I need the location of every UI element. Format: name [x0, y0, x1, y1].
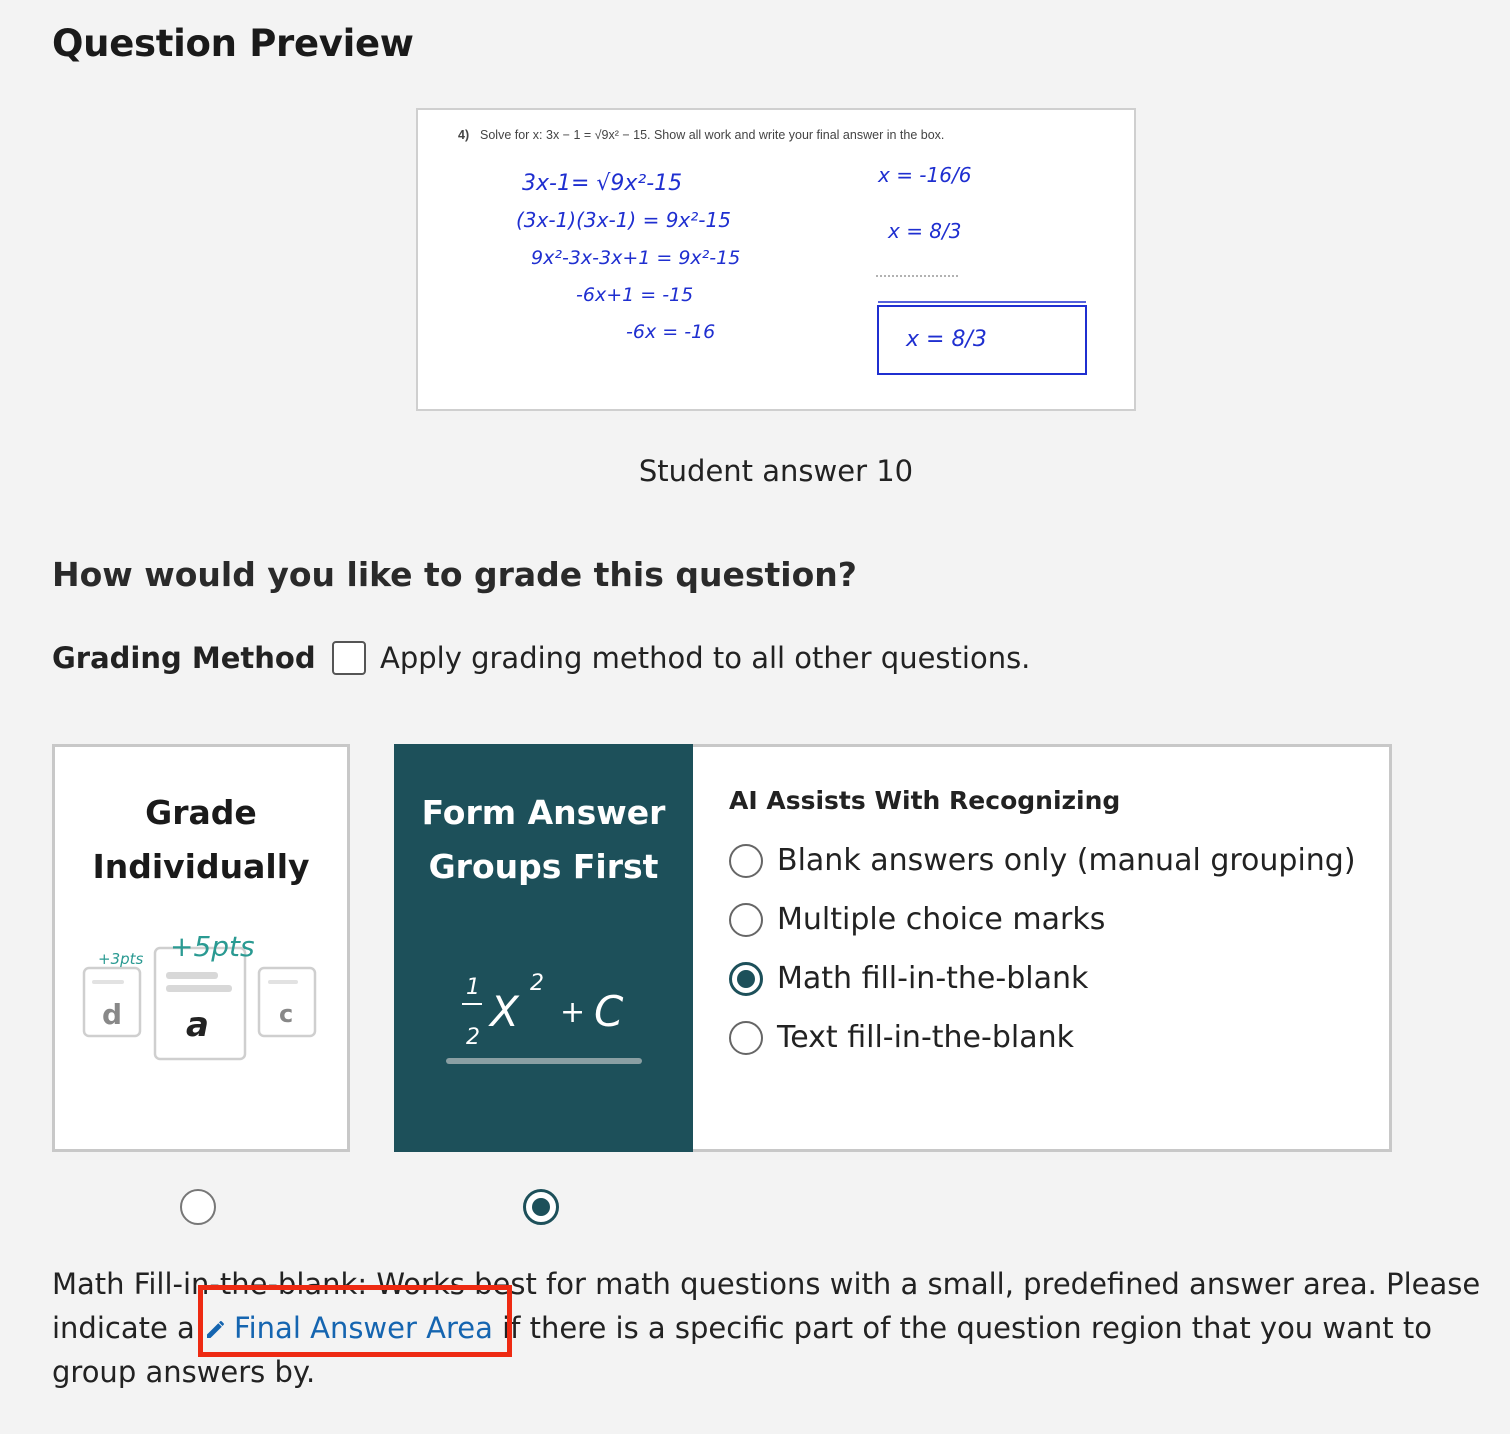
- radio-button[interactable]: [729, 1021, 763, 1055]
- small-points-label: +3pts: [98, 950, 144, 968]
- work-line: 3x-1= √9x²-15: [522, 171, 683, 196]
- page-title: Question Preview: [52, 22, 414, 65]
- ai-option-blank[interactable]: Blank answers only (manual grouping): [729, 843, 1356, 878]
- work-line: 9x²-3x-3x+1 = 9x²-15: [531, 247, 741, 269]
- big-points-label: +5pts: [170, 930, 255, 963]
- boxed-answer: x = 8/3: [906, 327, 987, 352]
- radio-button[interactable]: [729, 903, 763, 937]
- side-line: x = 8/3: [888, 219, 962, 243]
- work-line: (3x-1)(3x-1) = 9x²-15: [516, 208, 731, 232]
- student-answer-image[interactable]: [416, 108, 1136, 411]
- ai-option-text-fill-blank[interactable]: Text fill-in-the-blank: [729, 1020, 1074, 1055]
- grade-individually-illustration: [80, 922, 325, 1067]
- work-line: -6x+1 = -15: [576, 284, 694, 306]
- radio-button[interactable]: [729, 844, 763, 878]
- grading-method-label: Grading Method: [52, 641, 316, 675]
- letter-a: a: [186, 1005, 209, 1045]
- image-caption: Student answer 10: [638, 454, 914, 488]
- form-groups-title: Form Answer Groups First: [421, 793, 666, 886]
- letter-c: c: [279, 1000, 294, 1028]
- formula-exponent: 2: [530, 971, 544, 996]
- apply-all-label[interactable]: Apply grading method to all other questions.: [380, 641, 1031, 675]
- form-groups-radio[interactable]: [523, 1189, 559, 1225]
- highlight-box: [198, 1285, 512, 1357]
- letter-d: d: [102, 998, 123, 1031]
- formula-denominator: 2: [466, 1025, 480, 1050]
- grade-individually-radio[interactable]: [180, 1189, 216, 1225]
- side-line: x = -16/6: [878, 163, 972, 187]
- apply-all-checkbox[interactable]: [332, 641, 366, 675]
- radio-button-selected[interactable]: [729, 962, 763, 996]
- method-description: Math Fill-in-the-blank: Works best for math questions with a small, predefined answer area. Please indicate a Final Answer Area if there is a specific part of the question region that you want to group answers by.: [52, 1267, 1481, 1389]
- ai-option-math-fill-blank[interactable]: Math fill-in-the-blank: [729, 961, 1088, 996]
- question-number: 4): [458, 128, 470, 142]
- final-answer-area-link[interactable]: Final Answer Area: [204, 1311, 493, 1345]
- grading-heading: How would you like to grade this question?: [52, 555, 857, 594]
- grade-individually-title: Grade Individually: [92, 793, 310, 886]
- formula-illustration: [440, 960, 650, 1070]
- ai-option-multiple-choice[interactable]: Multiple choice marks: [729, 902, 1105, 937]
- formula-numerator: 1: [466, 975, 480, 1000]
- formula-variable: X: [490, 987, 519, 1036]
- handwritten-work-illustration: [418, 110, 1134, 409]
- formula-constant: C: [594, 987, 624, 1036]
- question-text: Solve for x: 3x − 1 = √9x² − 15. Show all work and write your final answer in the box.: [480, 128, 945, 142]
- work-line: -6x = -16: [626, 321, 716, 343]
- formula-plus: +: [560, 995, 586, 1030]
- ai-assist-title: AI Assists With Recognizing: [729, 786, 1121, 815]
